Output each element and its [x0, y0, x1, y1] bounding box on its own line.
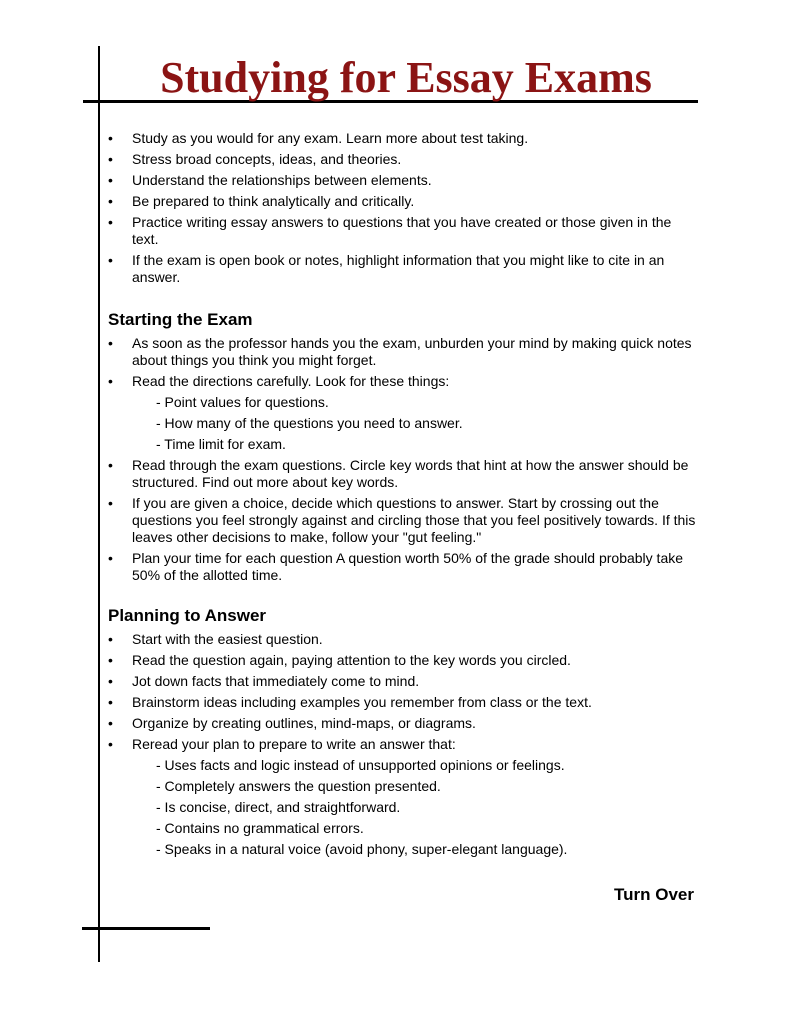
sub-item: - Point values for questions.	[156, 394, 329, 410]
list-item: • Organize by creating outlines, mind-maps, or diagrams.	[108, 715, 698, 732]
list-item: • Start with the easiest question.	[108, 631, 698, 648]
list-item: • Practice writing essay answers to questions that you have created or those given in the text.	[108, 214, 698, 248]
list-item: • If the exam is open book or notes, highlight information that you might like to cite in an answer.	[108, 252, 698, 286]
sub-item: - Is concise, direct, and straightforward.	[156, 799, 401, 815]
sub-item: - Uses facts and logic instead of unsupported opinions or feelings.	[156, 757, 565, 773]
starting-list	[108, 335, 698, 390]
list-item: • Read the directions carefully. Look for these things:	[108, 373, 698, 390]
sub-item: - Completely answers the question presented.	[156, 778, 441, 794]
list-item: • Stress broad concepts, ideas, and theories.	[108, 151, 698, 168]
list-item: • Understand the relationships between elements.	[108, 172, 698, 189]
list-item: • Brainstorm ideas including examples you remember from class or the text.	[108, 694, 698, 711]
planning-section	[108, 606, 698, 858]
page-title: Studying for Essay Exams	[160, 53, 652, 102]
list-item: • As soon as the professor hands you the exam, unburden your mind by making quick notes about things you think you might forget.	[108, 335, 698, 369]
intro-list	[108, 130, 698, 286]
list-item: • Be prepared to think analytically and critically.	[108, 193, 698, 210]
list-item: • Read the question again, paying attention to the key words you circled.	[108, 652, 698, 669]
list-item: • Plan your time for each question A question worth 50% of the grade should probably take 50% of the allotted time.	[108, 550, 698, 584]
list-item: • Reread your plan to prepare to write an answer that:	[108, 736, 698, 753]
section-heading-planning: Planning to Answer	[108, 606, 267, 625]
turn-over-label: Turn Over	[614, 885, 694, 904]
bottom-corner-rule	[82, 927, 210, 930]
sub-item: - Contains no grammatical errors.	[156, 820, 364, 836]
section-heading-starting: Starting the Exam	[108, 310, 253, 329]
sub-item: - How many of the questions you need to answer.	[156, 415, 463, 431]
starting-section	[108, 310, 698, 584]
list-item: • Read through the exam questions. Circle key words that hint at how the answer should be structured. Find out more about key words.	[108, 457, 698, 491]
list-item: • Study as you would for any exam. Learn more about test taking.	[108, 130, 698, 147]
list-item: • Jot down facts that immediately come to mind.	[108, 673, 698, 690]
list-item: • If you are given a choice, decide which questions to answer. Start by crossing out the questions you feel strongly against and circling those that you feel positively towards. If this leaves other decisions to make, follow your "gut feeling."	[108, 495, 698, 546]
sub-item: - Speaks in a natural voice (avoid phony, super-elegant language).	[156, 841, 568, 857]
sub-item: - Time limit for exam.	[156, 436, 286, 452]
starting-list-continued	[108, 457, 698, 584]
left-margin-rule	[98, 46, 100, 962]
document-body	[108, 130, 698, 862]
planning-list	[108, 631, 698, 753]
